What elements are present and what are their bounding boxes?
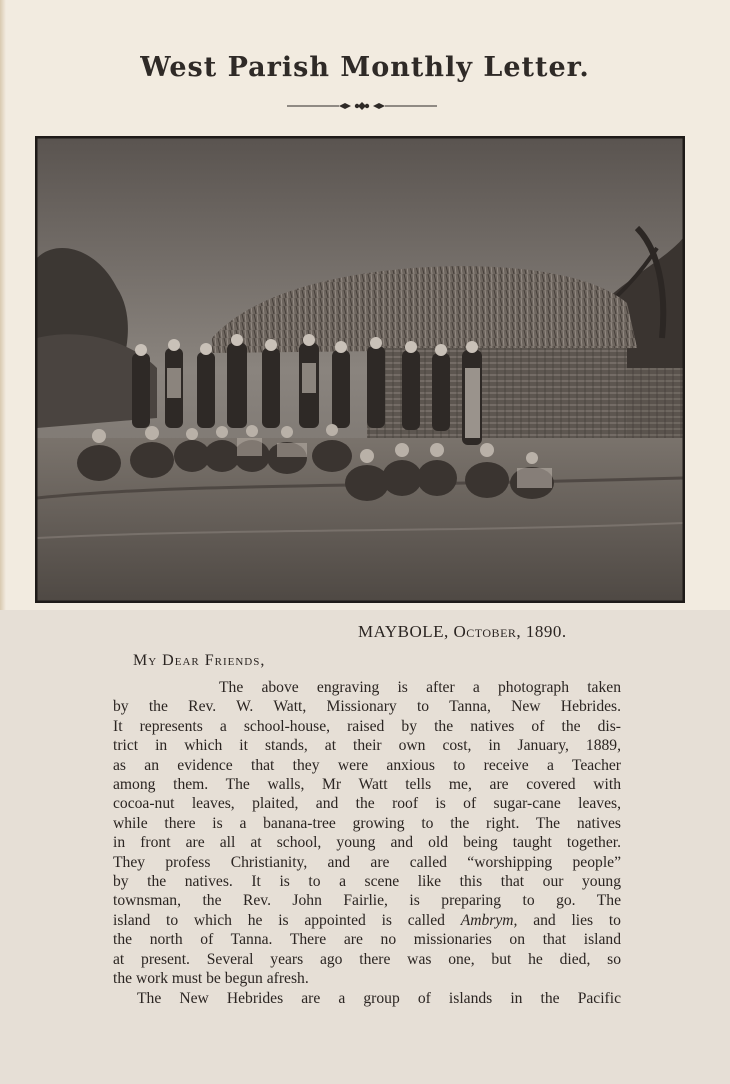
letter-line: townsman, the Rev. John Fairlie, is preparing to go. The (113, 892, 621, 910)
dateline-place: MAYBOLE, (358, 622, 449, 641)
letter-line: cocoa-nut leaves, plaited, and the roof is of sugar-cane leaves, (113, 795, 621, 813)
letter-line-ambrym (113, 911, 621, 930)
letter-line: the north of Tanna. There are no missionaries on that island (113, 931, 621, 949)
letter-line: trict in which it stands, at their own cost, in January, 1889, (113, 737, 621, 755)
letter-body (113, 678, 621, 1008)
dateline-date: October, 1890. (453, 622, 567, 641)
dateline (358, 622, 567, 642)
letter-line: by the natives. It is to a scene like this that our young (113, 873, 621, 891)
paper-edge (0, 0, 6, 610)
ornament-rule (287, 100, 437, 112)
letter-line: as an evidence that they were anxious to receive a Teacher (113, 756, 621, 774)
schoolhouse-engraving (35, 136, 685, 603)
letter-line-part: and lies to (533, 911, 621, 929)
letter-line: while there is a banana-tree growing to the right. The natives (113, 814, 621, 832)
letter-line: by the Rev. W. Watt, Missionary to Tanna, New Hebrides. (113, 698, 621, 716)
letter-line: the work must be begun afresh. (113, 970, 309, 988)
letter-line: in front are all at school, young and old being taught together. (113, 834, 621, 852)
engraving-image (37, 138, 683, 601)
place-name-ambrym: Ambrym, (460, 911, 518, 929)
masthead-title: West Parish Monthly Letter. (140, 52, 590, 83)
letter-line: at present. Several years ago there was one, but he died, so (113, 950, 621, 968)
letter-line: They profess Christianity, and are called “worshipping people” (113, 853, 621, 871)
letter-line-part: island to which he is appointed is called (113, 911, 445, 929)
letter-line: It represents a school-house, raised by the natives of the dis- (113, 717, 621, 735)
letter-line: The New Hebrides are a group of islands in the Pacific (137, 989, 621, 1007)
letter-line: among them. The walls, Mr Watt tells me, are covered with (113, 776, 621, 794)
salutation: My Dear Friends, (133, 652, 266, 669)
letter-line: The above engraving is after a photograph taken (219, 679, 621, 696)
